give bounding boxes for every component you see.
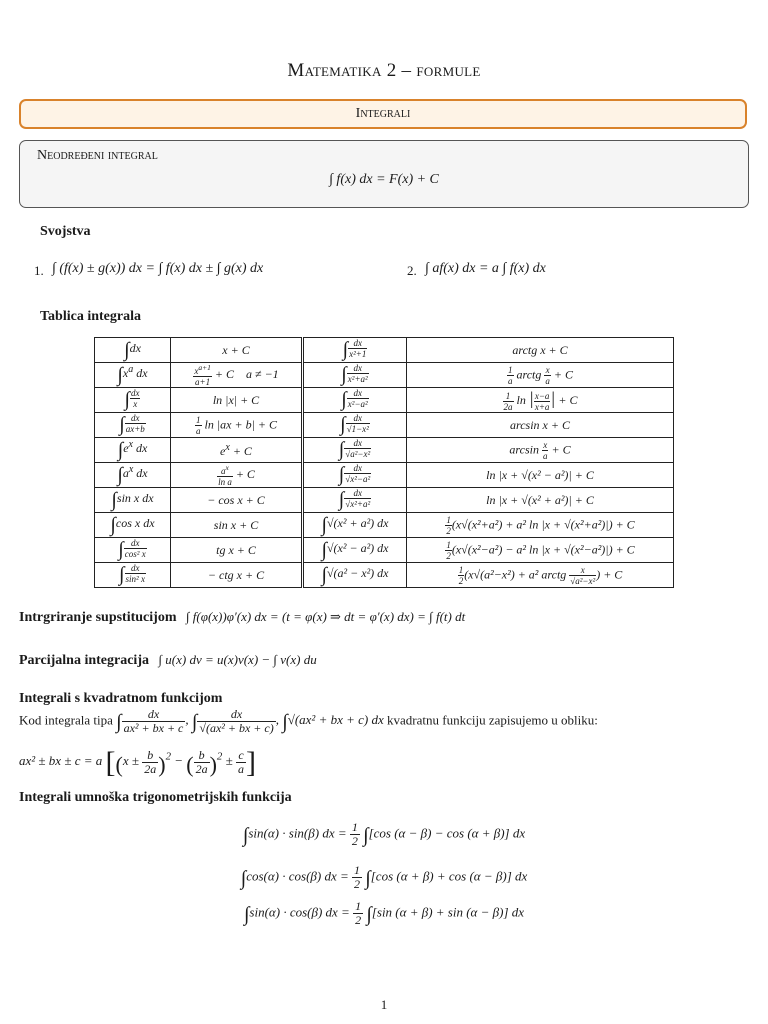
trig-heading: Integrali umnoška trigonometrijskih funkcija xyxy=(19,790,292,805)
table-cell: $\frac{1}{2}$ (x√(x²+a²) + a² ln |x + √(x²+a²)|) + C xyxy=(407,513,674,538)
section-header-integrali: Integrali xyxy=(19,99,747,129)
table-cell: $\frac{1}{2}$ (x√(a²−x²) + a² arctg $\frac{x}{\text{√a²−x²}}$ ) + C xyxy=(407,563,674,588)
quadratic-heading: Integrali s kvadratnom funkcijom xyxy=(19,691,223,706)
table-cell: $\frac{1}{2a}$ ln | $\frac{x-a}{x+a}$ | + C xyxy=(407,388,674,413)
table-cell: ∫cos x dx xyxy=(95,513,171,538)
parts-label: Parcijalna integracija xyxy=(19,653,149,668)
substitution-formula: ∫ f(φ(x))φ′(x) dx = (t = φ(x) ⇒ dt = φ′(x) dx) = ∫ f(t) dt xyxy=(186,609,466,624)
table-cell: ∫ $\frac{dx}{\text{cos² x}}$ xyxy=(95,538,171,563)
table-cell: sin x + C xyxy=(171,513,303,538)
table-cell: ∫√(x² + a²) dx xyxy=(303,513,407,538)
table-cell: ∫dx xyxy=(95,338,171,363)
quadratic-text-2: kvadratnu funkciju zapisujemo u obliku: xyxy=(387,712,598,728)
substitution-line xyxy=(19,609,465,626)
table-cell: tg x + C xyxy=(171,538,303,563)
table-row xyxy=(95,463,674,488)
table-cell: ∫ $\frac{dx}{ax+b}$ xyxy=(95,413,171,438)
table-cell: ln |x + √(x² + a²)| + C xyxy=(407,488,674,513)
table-cell: ln |x + √(x² − a²)| + C xyxy=(407,463,674,488)
properties-heading: Svojstva xyxy=(40,224,91,239)
table-cell: ∫√(x² − a²) dx xyxy=(303,538,407,563)
quadratic-line xyxy=(19,708,598,735)
table-row xyxy=(95,513,674,538)
property-1-formula: ∫ (f(x) ± g(x)) dx = ∫ f(x) dx ± ∫ g(x) dx xyxy=(52,261,264,276)
table-cell: arctg x + C xyxy=(407,338,674,363)
quadratic-integrals: ∫ $\frac{dx}{\text{ax² + bx + c}}$ , ∫ $\frac{dx}{\text{√(ax² + bx + c)}}$ , ∫√(ax² + bx + c) dx xyxy=(116,707,388,735)
parts-formula: ∫ u(x) dv = u(x)v(x) − ∫ v(x) du xyxy=(158,652,317,667)
table-cell: $\frac{a^x}{\text{ln a}}$ + C xyxy=(171,463,303,488)
table-cell: ln |x| + C xyxy=(171,388,303,413)
table-cell: − cos x + C xyxy=(171,488,303,513)
indefinite-integral-formula: ∫ f(x) dx = F(x) + C xyxy=(329,172,439,187)
trig-formula-3: ∫sin(α) · cos(β) dx = $\frac{1}{2}$ ∫[sin (α + β) + sin (α − β)] dx xyxy=(243,899,525,927)
table-row xyxy=(95,413,674,438)
table-cell: ∫√(a² − x²) dx xyxy=(303,563,407,588)
completing-square-formula: ax² ± bx ± c = a [(x ± $\frac{b}{2a}$ )$^2$ − ( $\frac{b}{2a}$ )$^2$ ± $\frac{c}{a}$ ] xyxy=(19,746,256,779)
table-cell: arcsin $\frac{x}{a}$ + C xyxy=(407,438,674,463)
trig-formula-1: ∫sin(α) · sin(β) dx = $\frac{1}{2}$ ∫[cos (α − β) − cos (α + β)] dx xyxy=(242,820,526,848)
table-cell: ∫ $\frac{dx}{\text{x²+1}}$ xyxy=(303,338,407,363)
table-cell: $\int x^a$ dx xyxy=(95,363,171,388)
table-cell: $\frac{1}{a}$ ln |ax + b| + C xyxy=(171,413,303,438)
table-cell: x + C xyxy=(171,338,303,363)
table-cell: ∫sin x dx xyxy=(95,488,171,513)
table-cell: $\frac{1}{a}$ arctg $\frac{x}{a}$ + C xyxy=(407,363,674,388)
page-title: Matematika 2 – formule xyxy=(287,60,481,81)
table-cell: ∫ $\frac{dx}{\text{√a²−x²}}$ xyxy=(303,438,407,463)
table-row xyxy=(95,563,674,588)
quadratic-text-1: Kod integrala tipa xyxy=(19,712,113,728)
indefinite-integral-heading: Neodređeni integral xyxy=(37,148,158,163)
indefinite-integral-box xyxy=(19,140,749,208)
table-cell: $e^x + C$ xyxy=(171,438,303,463)
table-cell: ∫ $\frac{dx}{\text{√x²−a²}}$ xyxy=(303,463,407,488)
table-heading: Tablica integrala xyxy=(40,309,141,324)
table-cell: ∫ $\frac{dx}{\text{√x²+a²}}$ xyxy=(303,488,407,513)
property-2-number: 2. xyxy=(407,263,417,278)
table-row xyxy=(95,388,674,413)
integral-table xyxy=(94,337,674,588)
table-cell: ∫ $\frac{dx}{\text{x²+a²}}$ xyxy=(303,363,407,388)
table-cell: $\int e^x$ dx xyxy=(95,438,171,463)
table-cell: ∫ $\frac{dx}{\text{sin² x}}$ xyxy=(95,563,171,588)
table-cell: − ctg x + C xyxy=(171,563,303,588)
property-1-number: 1. xyxy=(34,263,44,278)
table-cell: ∫ $\frac{dx}{\text{x²−a²}}$ xyxy=(303,388,407,413)
table-row xyxy=(95,338,674,363)
table-cell: ∫ $\frac{dx}{\text{√1−x²}}$ xyxy=(303,413,407,438)
table-row xyxy=(95,488,674,513)
substitution-label: Intrgriranje supstitucijom xyxy=(19,610,177,625)
table-cell: ∫ $\frac{dx}{x}$ xyxy=(95,388,171,413)
table-row xyxy=(95,538,674,563)
property-2-formula: ∫ af(x) dx = a ∫ f(x) dx xyxy=(425,261,546,276)
page-number: 1 xyxy=(380,997,388,1012)
table-row xyxy=(95,363,674,388)
table-cell: arcsin x + C xyxy=(407,413,674,438)
table-row xyxy=(95,438,674,463)
table-cell: $\frac{1}{2}$ (x√(x²−a²) − a² ln |x + √(x²−a²)|) + C xyxy=(407,538,674,563)
table-cell: $\frac{x^{a+1}}{a+1}$ + C a ≠ −1 xyxy=(171,363,303,388)
parts-line xyxy=(19,652,317,669)
trig-formula-2: ∫cos(α) · cos(β) dx = $\frac{1}{2}$ ∫[cos (α + β) + cos (α − β)] dx xyxy=(240,863,528,891)
table-cell: $\int a^x$ dx xyxy=(95,463,171,488)
